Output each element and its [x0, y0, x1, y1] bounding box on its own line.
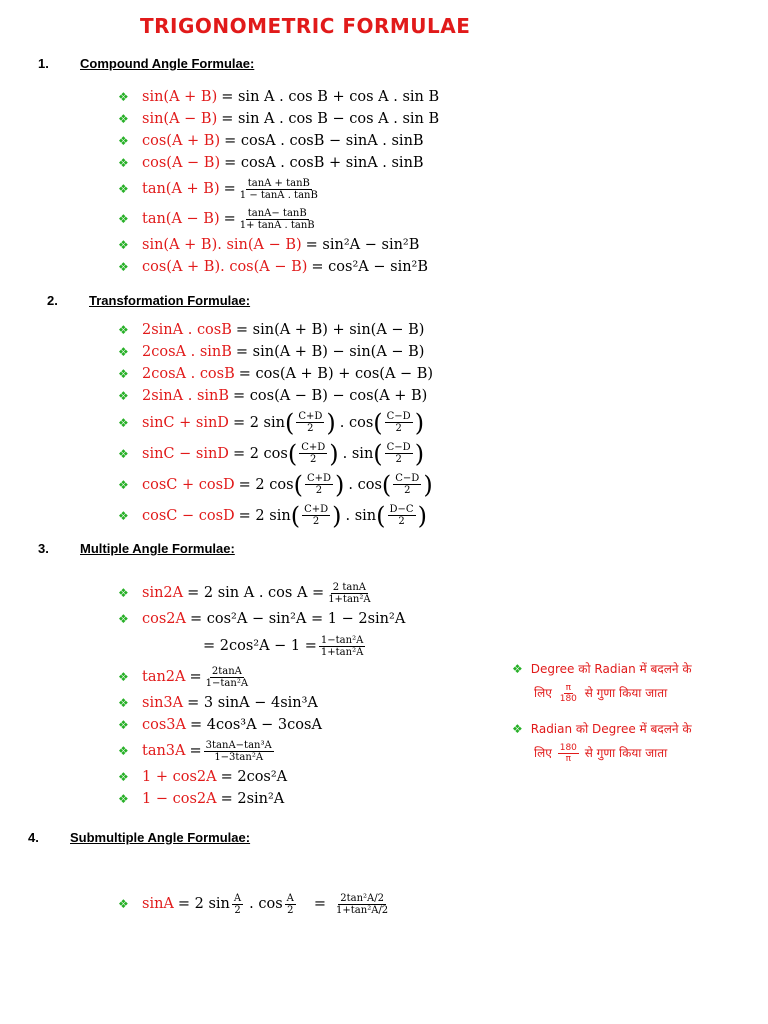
note-text: से गुणा किया जाता — [584, 746, 668, 760]
formula-row — [118, 341, 433, 363]
bullet-icon: ❖ — [118, 90, 129, 104]
formula-row — [118, 766, 405, 788]
bullet-icon: ❖ — [118, 345, 129, 359]
fraction-denominator: 1+tan²A — [320, 646, 364, 658]
conversion-note-degree-to-radian — [512, 657, 692, 705]
fraction — [558, 683, 579, 704]
fraction — [238, 178, 320, 201]
bullet-icon: ❖ — [118, 260, 129, 274]
fraction-denominator: π — [565, 754, 572, 764]
formula-lhs: 2cosA . cosB — [142, 366, 235, 382]
fraction-denominator: 2 — [395, 454, 402, 465]
bullet-icon: ❖ — [118, 792, 129, 806]
formula-row — [118, 363, 433, 385]
formula-lhs: sin(A + B) — [142, 89, 218, 105]
fraction — [238, 208, 317, 231]
bullet-icon: ❖ — [118, 744, 129, 758]
formula-row — [118, 407, 433, 438]
formula-row — [118, 578, 405, 608]
bullet-icon: ❖ — [118, 389, 129, 403]
formula-lhs: 1 + cos2A — [142, 769, 217, 785]
bullet-icon: ❖ — [118, 718, 129, 732]
bullet-icon: ❖ — [118, 446, 129, 461]
formula-rhs: = sin(A + B) − sin(A − B) — [235, 344, 425, 360]
fraction — [299, 442, 327, 465]
section-label: Multiple Angle Formulae: — [80, 541, 235, 556]
note-text: से गुणा किया जाता — [584, 686, 668, 700]
formula-rhs: = cosA . cosB − sinA . sinB — [224, 133, 424, 149]
fraction-numerator: 3tanA−tan³A — [205, 739, 272, 751]
formula-row — [118, 130, 439, 152]
parenthesized-fraction: ( $\frac{C+D}{2}$ ) — [293, 470, 345, 499]
section-label: Transformation Formulae: — [89, 293, 251, 308]
bullet-icon: ❖ — [512, 722, 523, 736]
formula-lhs: 1 − cos2A — [142, 791, 217, 807]
formula-part: = 2 cos — [238, 476, 294, 493]
fraction-denominator: 2 — [312, 516, 320, 527]
formula-row — [118, 500, 433, 531]
formula-lhs: sinC + sinD — [142, 414, 229, 431]
formula-rhs: = cos²A − sin²A = 1 − 2sin²A — [190, 611, 406, 627]
formula-rhs: = sin(A + B) + sin(A − B) — [235, 322, 425, 338]
note-text: लिए — [534, 746, 552, 760]
fraction-denominator: 1 − tanA . tanB — [239, 189, 318, 201]
formula-row — [118, 438, 433, 469]
fraction-denominator: 1−tan²A — [205, 677, 249, 689]
fraction-numerator: D−C — [389, 504, 414, 515]
formula-part: . cos — [249, 896, 283, 912]
page-title: TRIGONOMETRIC FORMULAE — [140, 14, 471, 38]
formula-equals: = — [223, 211, 236, 227]
fraction-numerator: tanA− tanB — [247, 207, 307, 219]
fraction-numerator: C−D — [386, 442, 411, 453]
formula-row — [118, 608, 405, 630]
formula-rhs: = sin A . cos B − cos A . sin B — [221, 111, 440, 127]
bullet-icon: ❖ — [118, 897, 129, 911]
parenthesized-fraction: ( $\frac{C-D}{2}$ ) — [373, 408, 425, 437]
parenthesized-fraction: ( $\frac{C+D}{2}$ ) — [287, 439, 339, 468]
bullet-icon: ❖ — [118, 212, 129, 226]
fraction — [385, 411, 413, 434]
formula-row — [118, 692, 405, 714]
formula-part: . sin — [345, 507, 377, 524]
fraction — [334, 893, 390, 916]
note-line: Radian को Degree में बदलने के — [530, 722, 692, 736]
transformation-formula-list — [118, 319, 433, 531]
bullet-icon: ❖ — [118, 156, 129, 170]
fraction — [305, 473, 333, 496]
parenthesized-fraction: ( $\frac{C-D}{2}$ ) — [373, 439, 425, 468]
formula-row-continuation — [118, 630, 405, 662]
formula-row — [118, 152, 439, 174]
section-label: Submultiple Angle Formulae: — [70, 830, 251, 845]
formula-lhs: sin2A — [142, 585, 184, 601]
bullet-icon: ❖ — [118, 134, 129, 148]
bullet-icon: ❖ — [118, 770, 129, 784]
formula-lhs: tan(A + B) — [142, 181, 220, 197]
formula-row — [118, 174, 439, 204]
fraction-denominator: 180 — [559, 694, 577, 704]
formula-part: = 2 sin — [232, 414, 285, 431]
formula-rhs: = cos(A − B) − cos(A + B) — [233, 388, 428, 404]
formula-lhs: sinC − sinD — [142, 445, 229, 462]
fraction-numerator: 1−tan²A — [320, 634, 364, 646]
formula-part: = 2 sin — [177, 896, 230, 912]
fraction-denominator: 2 — [307, 423, 314, 434]
compound-formula-list — [118, 86, 439, 278]
fraction-denominator: 2 — [315, 485, 323, 496]
formula-equals: = — [189, 669, 202, 685]
formula-equals: = — [223, 181, 236, 197]
fraction-denominator: 1+ tanA . tanB — [239, 219, 315, 231]
formula-rhs: = sin A . cos B + cos A . sin B — [221, 89, 440, 105]
multiple-formula-list — [118, 578, 405, 810]
fraction-denominator: 2 — [310, 454, 317, 465]
fraction — [296, 411, 324, 434]
formula-row — [118, 319, 433, 341]
section-heading-submultiple — [28, 830, 250, 845]
formula-rhs: = sin²A − sin²B — [305, 237, 420, 253]
formula-row — [118, 256, 439, 278]
fraction-denominator: 2 — [234, 904, 241, 916]
section-heading-compound — [38, 56, 254, 71]
formula-lhs: tan2A — [142, 669, 186, 685]
formula-lhs: tan(A − B) — [142, 211, 220, 227]
parenthesized-fraction: ( $\frac{D-C}{2}$ ) — [376, 501, 427, 530]
submultiple-formula-list — [118, 884, 392, 924]
formula-part: . sin — [342, 445, 374, 462]
fraction-denominator: 1+tan²A — [328, 593, 371, 605]
bullet-icon: ❖ — [118, 323, 129, 337]
formula-part: . cos — [348, 476, 382, 493]
bullet-icon: ❖ — [118, 367, 129, 381]
formula-lhs: sin(A + B). sin(A − B) — [142, 237, 302, 253]
formula-row — [118, 714, 405, 736]
formula-row — [118, 204, 439, 234]
formula-lhs: sin3A — [142, 695, 184, 711]
formula-part: = 2 sin — [238, 507, 291, 524]
formula-lhs: cosC + cosD — [142, 476, 235, 493]
fraction-numerator: C+D — [304, 504, 329, 515]
formula-lhs: 2cosA . sinB — [142, 344, 232, 360]
bullet-icon: ❖ — [118, 182, 129, 196]
fraction — [385, 442, 413, 465]
fraction-numerator: 2tanA — [211, 665, 242, 677]
fraction-numerator: A — [286, 892, 294, 904]
bullet-icon: ❖ — [118, 508, 129, 523]
formula-lhs: cos(A + B). cos(A − B) — [142, 259, 308, 275]
formula-rhs: = 3 sinA − 4sin³A — [187, 695, 318, 711]
formula-rhs: = 2sin²A — [220, 791, 285, 807]
formula-part: . cos — [339, 414, 374, 431]
formula-row — [118, 108, 439, 130]
formula-rhs: = cosA . cosB + sinA . sinB — [224, 155, 424, 171]
formula-row — [118, 86, 439, 108]
fraction-numerator: π — [565, 683, 572, 693]
bullet-icon: ❖ — [118, 612, 129, 626]
note-line: Degree को Radian में बदलने के — [530, 662, 692, 676]
formula-lhs: 2sinA . cosB — [142, 322, 232, 338]
section-heading-multiple — [38, 541, 235, 556]
fraction-numerator: C−D — [386, 411, 411, 422]
formula-lhs: cos2A — [142, 611, 186, 627]
formula-row — [118, 385, 433, 407]
fraction — [285, 893, 296, 916]
formula-row — [118, 469, 433, 500]
conversion-note-radian-to-degree — [512, 717, 692, 765]
section-heading-transformation — [47, 293, 250, 308]
bullet-icon: ❖ — [118, 586, 129, 600]
fraction — [302, 504, 330, 527]
fraction-numerator: 2 tanA — [332, 581, 366, 593]
bullet-icon: ❖ — [118, 696, 129, 710]
fraction-numerator: C−D — [395, 473, 420, 484]
formula-equals: = — [313, 896, 327, 912]
bullet-icon: ❖ — [118, 238, 129, 252]
fraction-numerator: C+D — [298, 411, 323, 422]
formula-rhs: = 4cos³A − 3cosA — [190, 717, 322, 733]
fraction — [326, 582, 372, 605]
fraction — [232, 893, 243, 916]
fraction-numerator: A — [233, 892, 242, 904]
formula-row — [118, 662, 405, 692]
parenthesized-fraction: ( $\frac{C-D}{2}$ ) — [381, 470, 433, 499]
bullet-icon: ❖ — [118, 415, 129, 430]
fraction-numerator: C+D — [301, 442, 326, 453]
formula-row — [118, 234, 439, 256]
formula-rhs: = 2cos²A − 1 = — [203, 638, 317, 654]
bullet-icon: ❖ — [118, 477, 129, 492]
formula-lhs: sin(A − B) — [142, 111, 218, 127]
fraction-denominator: 2 — [287, 904, 294, 916]
bullet-icon: ❖ — [118, 112, 129, 126]
formula-rhs: = 2 sin A . cos A = — [187, 585, 325, 601]
formula-part: = 2 cos — [232, 445, 288, 462]
section-number: 1. — [38, 56, 49, 71]
formula-lhs: tan3A — [142, 743, 186, 759]
formula-rhs: = cos(A + B) + cos(A − B) — [238, 366, 434, 382]
formula-row — [118, 736, 405, 766]
fraction-numerator: 2tan²A/2 — [340, 892, 384, 904]
fraction-numerator: 180 — [559, 743, 577, 753]
fraction — [204, 740, 274, 763]
formula-lhs: cosC − cosD — [142, 507, 235, 524]
fraction — [388, 504, 416, 527]
note-text: लिए — [534, 686, 552, 700]
fraction-numerator: C+D — [306, 473, 331, 484]
formula-rhs: = cos²A − sin²B — [311, 259, 429, 275]
formula-lhs: sinA — [142, 896, 174, 912]
fraction-denominator: 2 — [404, 485, 411, 496]
fraction — [558, 743, 579, 764]
bullet-icon: ❖ — [512, 662, 523, 676]
parenthesized-fraction: ( $\frac{C+D}{2}$ ) — [284, 408, 336, 437]
formula-lhs: cos(A − B) — [142, 155, 221, 171]
fraction-numerator: tanA + tanB — [247, 177, 310, 189]
section-number: 4. — [28, 830, 39, 845]
parenthesized-fraction: ( $\frac{C+D}{2}$ ) — [290, 501, 342, 530]
formula-lhs: 2sinA . sinB — [142, 388, 230, 404]
fraction-denominator: 1+tan²A/2 — [336, 904, 389, 916]
bullet-icon: ❖ — [118, 670, 129, 684]
fraction-denominator: 1−3tan²A — [214, 751, 264, 763]
formula-lhs: cos(A + B) — [142, 133, 221, 149]
formula-row — [118, 788, 405, 810]
section-number: 2. — [47, 293, 58, 308]
formula-row — [118, 884, 392, 924]
section-label: Compound Angle Formulae: — [80, 56, 255, 71]
fraction — [393, 473, 421, 496]
formula-equals: = — [189, 743, 202, 759]
formula-rhs: = 2cos²A — [220, 769, 288, 785]
section-number: 3. — [38, 541, 49, 556]
formula-lhs: cos3A — [142, 717, 186, 733]
fraction-denominator: 2 — [395, 423, 402, 434]
fraction-denominator: 2 — [398, 516, 405, 527]
fraction — [319, 635, 365, 658]
fraction — [204, 666, 250, 689]
